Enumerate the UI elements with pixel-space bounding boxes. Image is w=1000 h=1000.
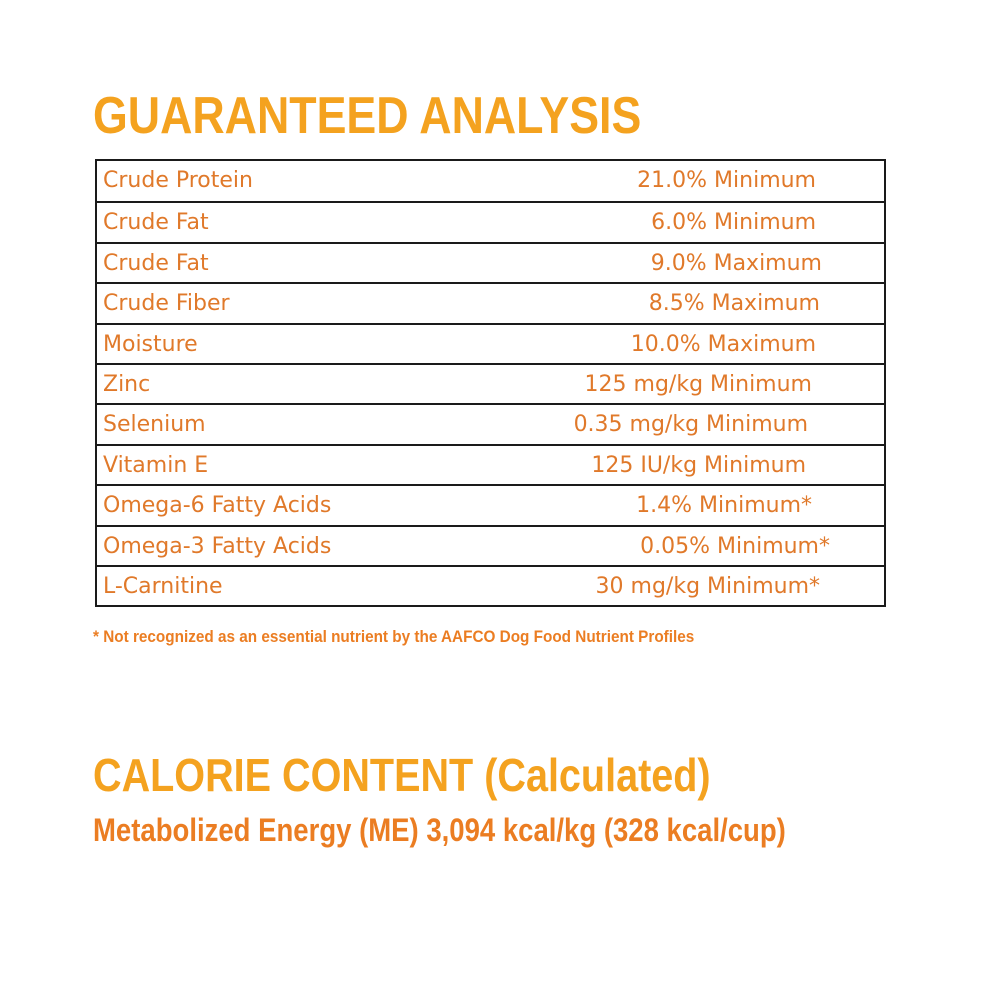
table-row — [97, 484, 884, 524]
nutrient-value: 0.35 mg/kg Minimum — [573, 412, 808, 438]
nutrient-value: 125 mg/kg Minimum — [584, 371, 812, 397]
nutrient-label: Crude Fat — [103, 250, 209, 276]
nutrient-value: 30 mg/kg Minimum* — [595, 573, 820, 599]
nutrient-value: 125 IU/kg Minimum — [591, 452, 806, 478]
nutrient-value: 6.0% Minimum — [651, 210, 816, 236]
nutrient-label: Omega-6 Fatty Acids — [103, 493, 332, 519]
nutrient-value: 10.0% Maximum — [630, 331, 816, 357]
nutrient-label: Vitamin E — [103, 452, 209, 478]
guaranteed-analysis-table — [95, 159, 886, 607]
table-row — [97, 201, 884, 241]
nutrient-label: Zinc — [103, 371, 151, 397]
nutrient-label: Crude Fiber — [103, 291, 230, 317]
nutrient-value: 0.05% Minimum* — [640, 533, 830, 559]
guaranteed-analysis-title: GUARANTEED ANALYSIS — [93, 87, 642, 145]
table-row — [97, 323, 884, 363]
table-row — [97, 403, 884, 443]
table-row — [97, 565, 884, 605]
nutrient-value: 9.0% Maximum — [650, 250, 822, 276]
table-row — [97, 444, 884, 484]
table-row — [97, 242, 884, 282]
table-row — [97, 525, 884, 565]
nutrient-label: Omega-3 Fatty Acids — [103, 533, 332, 559]
table-row — [97, 282, 884, 322]
metabolized-energy-line: Metabolized Energy (ME) 3,094 kcal/kg (328 kcal/cup) — [93, 812, 786, 848]
nutrient-label: Selenium — [103, 412, 206, 438]
nutrient-label: Crude Fat — [103, 210, 209, 236]
nutrient-label: Moisture — [103, 331, 198, 357]
calorie-content-title: CALORIE CONTENT (Calculated) — [93, 749, 711, 801]
table-row — [97, 363, 884, 403]
table-row — [97, 161, 884, 201]
aafco-footnote: * Not recognized as an essential nutrient by the AAFCO Dog Food Nutrient Profiles — [93, 627, 695, 646]
nutrient-label: Crude Protein — [103, 168, 253, 193]
nutrient-value: 21.0% Minimum — [637, 168, 816, 193]
nutrient-label: L-Carnitine — [103, 573, 223, 599]
nutrient-value: 1.4% Minimum* — [636, 493, 812, 519]
nutrient-value: 8.5% Maximum — [648, 291, 820, 317]
